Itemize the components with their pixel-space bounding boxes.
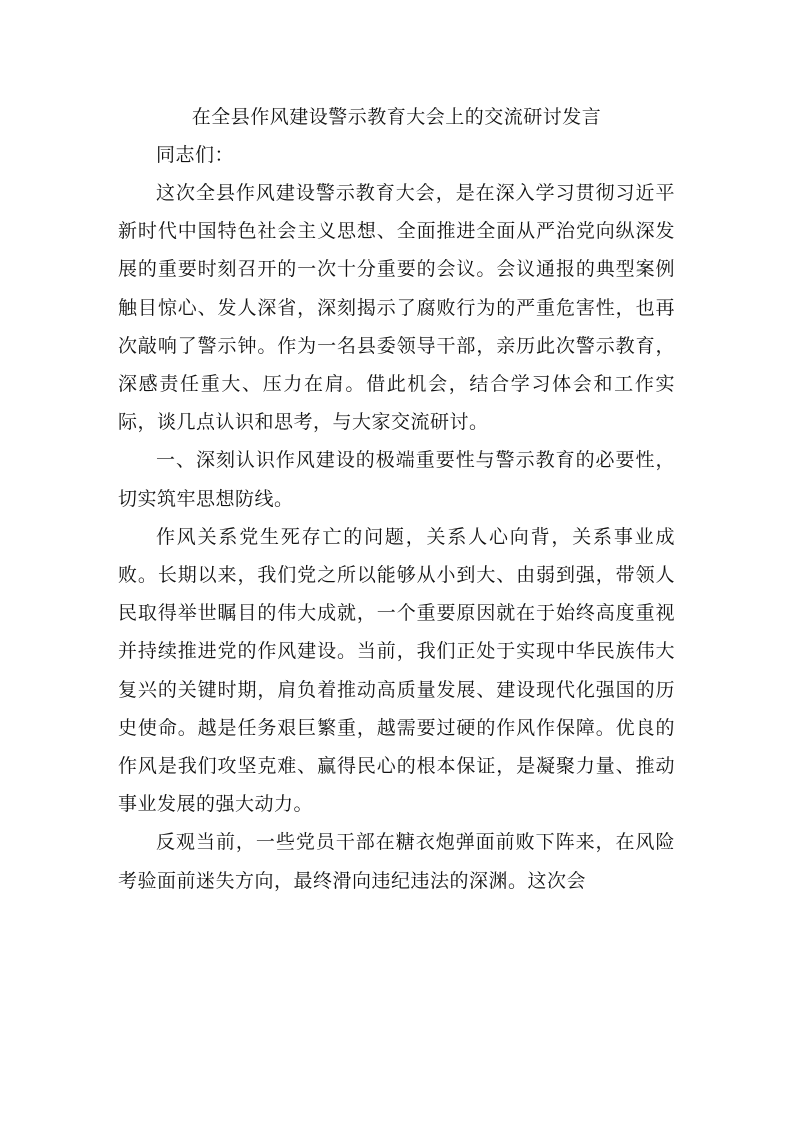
paragraph-intro: 这次全县作风建设警示教育大会，是在深入学习贯彻习近平新时代中国特色社会主义思想、全面推进全面从严治党向纵深发展的重要时刻召开的一次十分重要的会议。会议通报的典型案例触目惊心、发人深省，深刻揭示了腐败行为的严重危害性，也再次敲响了警示钟。作为一名县委领导干部，亲历此次警示教育，深感责任重大、压力在肩。借此机会，结合学习体会和工作实际，谈几点认识和思考，与大家交流研讨。 bbox=[118, 182, 675, 434]
section-heading-1: 一、深刻认识作风建设的极端重要性与警示教育的必要性，切实筑牢思想防线。 bbox=[118, 449, 675, 510]
paragraph-style-importance: 作风关系党生死存亡的问题，关系人心向背，关系事业成败。长期以来，我们党之所以能够从小到大、由弱到强，带领人民取得举世瞩目的伟大成就，一个重要原因就在于始终高度重视并持续推进党的作风建设。当前，我们正处于实现中华民族伟大复兴的关键时期，肩负着推动高质量发展、建设现代化强国的历史使命。越是任务艰巨繁重，越需要过硬的作风作保障。优良的作风是我们攻坚克难、赢得民心的根本保证，是凝聚力量、推动事业发展的强大动力。 bbox=[118, 525, 675, 816]
paragraph-reflection: 反观当前，一些党员干部在糖衣炮弹面前败下阵来，在风险考验面前迷失方向，最终滑向违纪违法的深渊。这次会 bbox=[118, 831, 675, 892]
salutation: 同志们： bbox=[156, 144, 235, 166]
document-title: 在全县作风建设警示教育大会上的交流研讨发言 bbox=[191, 106, 602, 128]
